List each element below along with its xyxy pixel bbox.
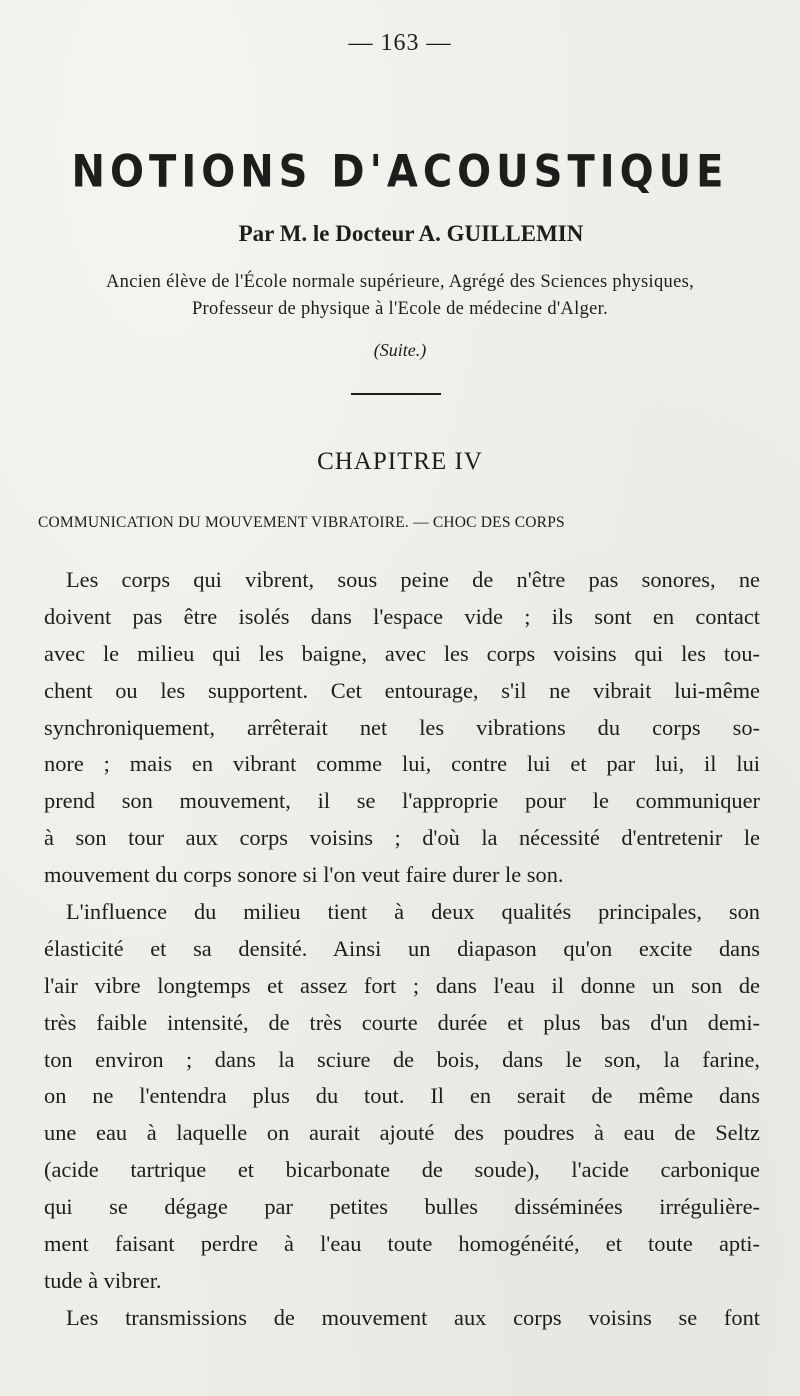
text-line: qui se dégage par petites bulles disséminées irrégulière-: [44, 1194, 760, 1220]
paragraph-3: [44, 1300, 760, 1337]
text-line: nore ; mais en vibrant comme lui, contre lui et par lui, il lui: [44, 751, 760, 777]
text-line: synchroniquement, arrêterait net les vibrations du corps so-: [44, 714, 760, 740]
paragraph-1: [44, 562, 760, 894]
text-line: très faible intensité, de très courte durée et plus bas d'un demi-: [44, 1009, 760, 1035]
affiliation-line-2: Professeur de physique à l'Ecole de médecine d'Alger.: [191, 299, 609, 319]
text-line: tude à vibrer.: [44, 1267, 162, 1293]
text-line: Les corps qui vibrent, sous peine de n'être pas sonores, ne: [66, 567, 760, 592]
article-title: NOTIONS D'ACOUSTIQUE: [71, 146, 729, 198]
text-line: doivent pas être isolés dans l'espace vide ; ils sont en contact: [44, 603, 760, 629]
text-line: prend son mouvement, il se l'approprie pour le communiquer: [44, 788, 760, 814]
text-line: (acide tartrique et bicarbonate de soude), l'acide carbonique: [44, 1157, 760, 1183]
separator-rule: [351, 393, 441, 395]
paragraph-2: [44, 894, 760, 1300]
text-line: élasticité et sa densité. Ainsi un diapason qu'on excite dans: [44, 935, 760, 961]
text-line: L'influence du milieu tient à deux qualités principales, son: [66, 899, 760, 925]
text-line: à son tour aux corps voisins ; d'où la nécessité d'entretenir le: [44, 825, 760, 851]
text-line: ment faisant perdre à l'eau toute homogénéité, et toute apti-: [44, 1231, 760, 1257]
body-text: [44, 562, 760, 1337]
text-line: on ne l'entendra plus du tout. Il en serait de même dans: [44, 1083, 760, 1109]
section-heading: COMMUNICATION DU MOUVEMENT VIBRATOIRE. — CHOC DES CORPS: [38, 514, 565, 531]
affiliation-line-1: Ancien élève de l'École normale supérieure, Agrégé des Sciences physiques,: [105, 272, 695, 292]
text-line: une eau à laquelle on aurait ajouté des poudres à eau de Seltz: [44, 1120, 760, 1146]
text-line: avec le milieu qui les baigne, avec les corps voisins qui les tou-: [44, 640, 760, 666]
author-line: Par M. le Docteur A. GUILLEMIN: [238, 221, 584, 246]
continued-note: (Suite.): [373, 340, 427, 360]
text-line: ton environ ; dans la sciure de bois, dans le son, la farine,: [44, 1046, 760, 1072]
text-line: Les transmissions de mouvement aux corps voisins se font: [66, 1304, 760, 1330]
chapter-heading: CHAPITRE IV: [317, 448, 483, 475]
page-number: — 163 —: [348, 30, 452, 56]
text-line: mouvement du corps sonore si l'on veut faire durer le son.: [44, 862, 564, 888]
text-line: l'air vibre longtemps et assez fort ; dans l'eau il donne un son de: [44, 972, 760, 998]
text-line: chent ou les supportent. Cet entourage, s'il ne vibrait lui-même: [44, 677, 760, 703]
